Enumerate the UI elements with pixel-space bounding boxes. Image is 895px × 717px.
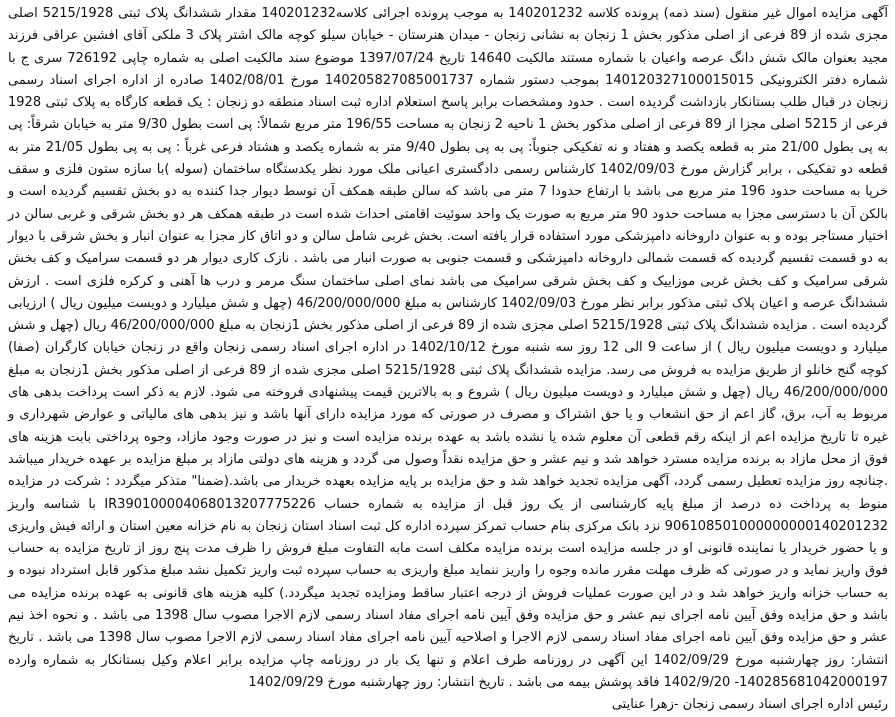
notice-body xyxy=(8,3,888,717)
notice-signature: رئیس اداره اجرای اسناد رسمی زنجان -زهرا عنایتی xyxy=(611,697,888,713)
notice-body-text: آگهی مزایده اموال غیر منقول (سند ذمه) پرونده کلاسه 140201232 به موجب پرونده اجرائی کلاسه140201232 مقدار ششدانگ پلاک ثبتی 5215/1928 اصلی مجزی شده از 89 فرعی از اصلی مذکور بخش 1 زنجان به نشانی زنجان - میدان هنرستان - خیابان سیلو کوچه مالک اشتر پلاک 3 ملکی آقای افشین عراقی فرزند مجید بعنوان مالک شش دانگ عرصه واعیان با شماره مستند مالکیت 14640 تاریخ 1397/07/24 موضوع سند مالکیت اصلی به شماره چاپی 726192 سری ج با شماره دفتر الکترونیکی 140120327100015015 بموجب دستور شماره 140205827085001737 مورخ 1402/08/01 صادره از اداره اجرای اسناد رسمی زنجان در قبال طلب بستانکار بازداشت گردیده است . حدود ومشخصات برابر پاسخ استعلام اداره ثبت اسناد منطقه دو زنجان : یک قطعه کارگاه به پلاک ثبتی 1928 فرعی از 5215 اصلی مجزا از 89 فرعی از اصلی مذکور بخش 1 ناحیه 2 زنجان به مساحت 196/55 متر مربع شمالاً: پی است بطول 9/30 متر به خیابان شرقاً: پی به پی بطول 21/00 متر به قطعه یکصد و هفتاد و نه تفکیکی جنوباً: پی به پی بطول 9/40 متر به شماره یکصد و هشتاد فرعی غرباً : پی به پی بطول 21/05 متر به قطعه دو تفکیکی ، برابر گزارش مورخ 1402/09/03 کارشناس رسمی دادگستری اعیانی ملک مورد نظر یکدستگاه ساختمان (سوله )با سازه ستون فلزی و سقف خرپا به مساحت حدود 196 متر مربع می باشد با ارتفاع حدودا 7 متر می باشد که سالن طبقه همکف آن توسط دیوار جدا کننده به دو بخش تقسیم گردیده است و بالکن آن با دسترسی مجزا به مساحت حدود 90 متر مربع به صورت یک واحد سوئیت اقامتی احداث شده است در طبقه همکف هر دو بخش شرقی و غربی سالن در اختیار مستاجر بوده و به عنوان داروخانه دامپزشکی مورد استفاده قرار یافته است. بخش غربی شامل سالن و دو اتاق کار مجزا به عنوان انبار و بخش شرقی با دیوار به دو قسمت تقسیم گردیده که قسمت شمالی داروخانه دامپزشکی و قسمت جنوبی به صورت انبار می باشد . نازک کاری دیوار هر دو قسمت سرامیک و کف بخش شرقی سرامیک و کف بخش غربی موزاییک و کف بخش شرقی سرامیک می باشد نمای اصلی ساختمان سنگ مرمر و درب ها آهنی و کرکره فلزی است . ارزش ششدانگ عرصه و اعیان پلاک ثبتی مذکور برابر نظر مورخ 1402/09/03 کارشناس به مبلغ 46/200/000/000 (چهل و شش میلیارد و دویست میلیون ریال ) ارزیابی گردیده است . مزایده ششدانگ پلاک ثبتی 5215/1928 اصلی مجزی شده از 89 فرعی از اصلی مذکور بخش 1زنجان به مبلغ 46/200/000/000 ریال (چهل و شش میلیارد و دویست میلیون ریال ) از ساعت 9 الی 12 روز سه شنبه مورخ 1402/10/12 در اداره اجرای اسناد رسمی زنجان واقع در زنجان خیابان کارگران (صفا) کوچه گنج خانلو از طریق مزایده به فروش می رسد. مزایده ششدانگ پلاک ثبتی 5215/1928 اصلی مجزی شده از 89 فرعی از اصلی مذکور بخش 1زنجان به مبلغ 46/200/000/000 ریال (چهل و شش میلیارد و دویست میلیون ریال ) شروع و به بالاترین قیمت پیشنهادی فروخته می شود. لازم به ذکر است پرداخت بدهی های مربوط به آب، برق، گاز اعم از حق انشعاب و یا حق اشتراک و مصرف در صورتی که مورد مزایده دارای آنها باشد و نیز بدهی های مالیاتی و عوارض شهرداری و غیره تا تاریخ مزایده اعم از اینکه رقم قطعی آن معلوم شده یا نشده باشد به عهده برنده مزایده است و نیز در صورت وجود مازاد، وجوه پرداختی بابت هزینه های فوق از محل مازاد به برنده مزایده مسترد خواهد شد و نیم عشر و حق مزایده نقداً وصول می گردد و هزینه های دولتی مازاد بر مبلغ مزایده بر عهده خریدار میباشد .چنانچه روز مزایده تعطیل رسمی گردد، آگهی مزایده تجدید خواهد شد و حق مزایده بر پایه مزایده بعهده خریدار می باشد.(ضمنا" متذکر میگردد : شرکت در مزایده منوط به پرداخت ده درصد از مبلغ پایه کارشناسی از یک روز قبل از مزایده به شماره حساب IR390100004068013207775226 با شناسه واریز 906108501000000000140201232 نزد بانک مرکزی بنام حساب تمرکز سپرده اداره کل ثبت اسناد استان زنجان به نام خزانه معین استان و ارائه فیش واریزی و یا حضور خریدار یا نماینده قانونی او در جلسه مزایده است برنده مزایده مکلف است مابه التفاوت مبلغ فروش را ظرف مدت پنج روز از تاریخ مزایده به حساب فوق واریز نماید و در صورتی که ظرف مهلت مقرر مانده وجوه را واریز ننماید مبلغ واریزی به حساب سپرده ثبت واریز تکمیل نشد مبلغ مذکور قابل استرداد نبوده و به حساب خزانه واریز خواهد شد و در این صورت عملیات فروش از درجه اعتبار ساقط ومزایده تجدید میگردد.) کلیه هزینه های قانونی به عهده برنده مزایده می باشد و حق مزایده وفق آیین نامه اجرای نیم عشر و حق مزایده وفق آیین نامه اجرای مفاد اسناد رسمی لازم الاجرا مصوب سال 1398 می باشد . و نحوه اخذ نیم عشر و حق مزایده وفق آیین نامه اجرای مفاد اسناد رسمی لازم الاجرا و اصلاحیه آیین نامه اجرای مفاد اسناد رسمی لازم الاجرا مصوب سال 1398 می باشد . تاریخ انتشار: روز چهارشنبه مورخ 1402/09/29 این آگهی در روزنامه طرف اعلام و تنها یک بار در روزنامه چاپ مزایده برابر اعلام وکیل بستانکار به شماره وارده 140285681042000197- 1402/9/20 فاقد پوشش بیمه می باشد . تاریخ انتشار: روز چهارشنبه مورخ 1402/09/29 xyxy=(8,6,889,690)
